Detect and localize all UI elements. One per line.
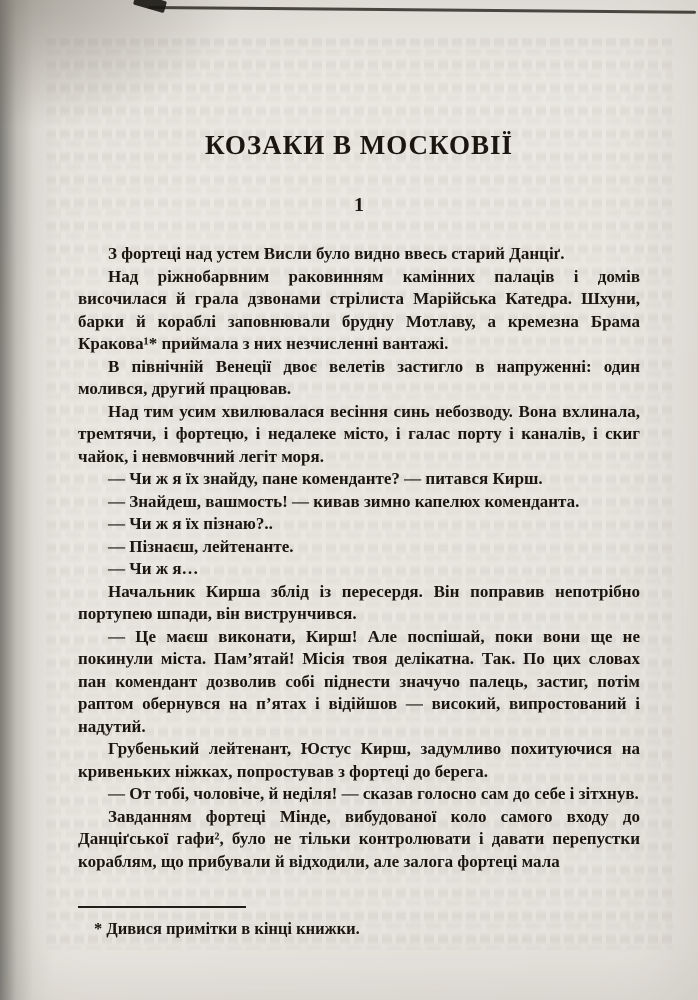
paragraph: Над ріжнобарвним раковинням камінних палаців і домів височилася й грала дзвонами стрілиста Марійська Катедра. Шхуни, барки й кораблі заповнювали брудну Мотлаву, а кремезна Брама Кракова¹* приймала з них незчисленні вантажі. <box>78 266 640 354</box>
paragraph: — Пізнаєш, лейтенанте. <box>108 536 294 556</box>
footnote-rule <box>78 906 246 908</box>
text-block <box>78 130 640 873</box>
paragraph: — Чи ж я… <box>108 559 199 579</box>
paragraph: — Чи ж я їх знайду, пане коменданте? — питався Кирш. <box>108 469 543 489</box>
page-title: КОЗАКИ В МОСКОВІЇ <box>205 130 513 160</box>
paragraph: — От тобі, чоловіче, й неділя! — сказав голосно сам до себе і зітхнув. <box>108 784 639 804</box>
paragraph: — Це маєш виконати, Кирш! Але поспішай, поки вони ще не покинули міста. Пам’ятай! Місія твоя делікатна. Так. По цих словах пан комендант дозволив собі піднести значучо палець, застиг, потім раптом обернувся на п’ятах і відійшов — високий, випростований і надутий. <box>78 626 640 736</box>
paragraph: Завданням фортеці Мінде, вибудованої коло самого входу до Данціґської гафи², було не тільки контролювати і давати перепустки кораблям, що прибували й відходили, але залога фортеці мала <box>78 806 640 871</box>
footnote-text: * Дивися примітки в кінці книжки. <box>94 919 360 938</box>
body-paragraphs <box>78 243 640 873</box>
scan-corner-shadow <box>0 0 240 130</box>
chapter-number: 1 <box>354 194 364 217</box>
paragraph: Грубенький лейтенант, Юстус Кирш, задумливо похитуючися на кривеньких ніжках, попростував з фортеці до берега. <box>78 739 640 781</box>
paragraph: — Знайдеш, вашмость! — кивав зимно капелюх коменданта. <box>108 491 580 511</box>
paragraph: Над тим усим хвилювалася весіння синь небозводу. Вона вхлинала, тремтячи, і фортецю, і недалеке місто, і галас порту і каналів, і скиг чайок, і невмовчний легіт моря. <box>78 401 640 466</box>
scan-left-edge-shadow <box>0 0 54 1000</box>
paragraph: В північній Венеції двоє велетів застигло в напруженні: один молився, другий працював. <box>78 356 640 399</box>
footnote-area <box>78 906 640 939</box>
paragraph: — Чи ж я їх пізнаю?.. <box>108 514 273 534</box>
paragraph: Начальник Кирша зблід із пересердя. Він поправив непотрібно портупею шпади, він виструнчився. <box>78 581 640 624</box>
paragraph: З фортеці над устем Висли було видно ввесь старий Данціґ. <box>108 244 565 264</box>
